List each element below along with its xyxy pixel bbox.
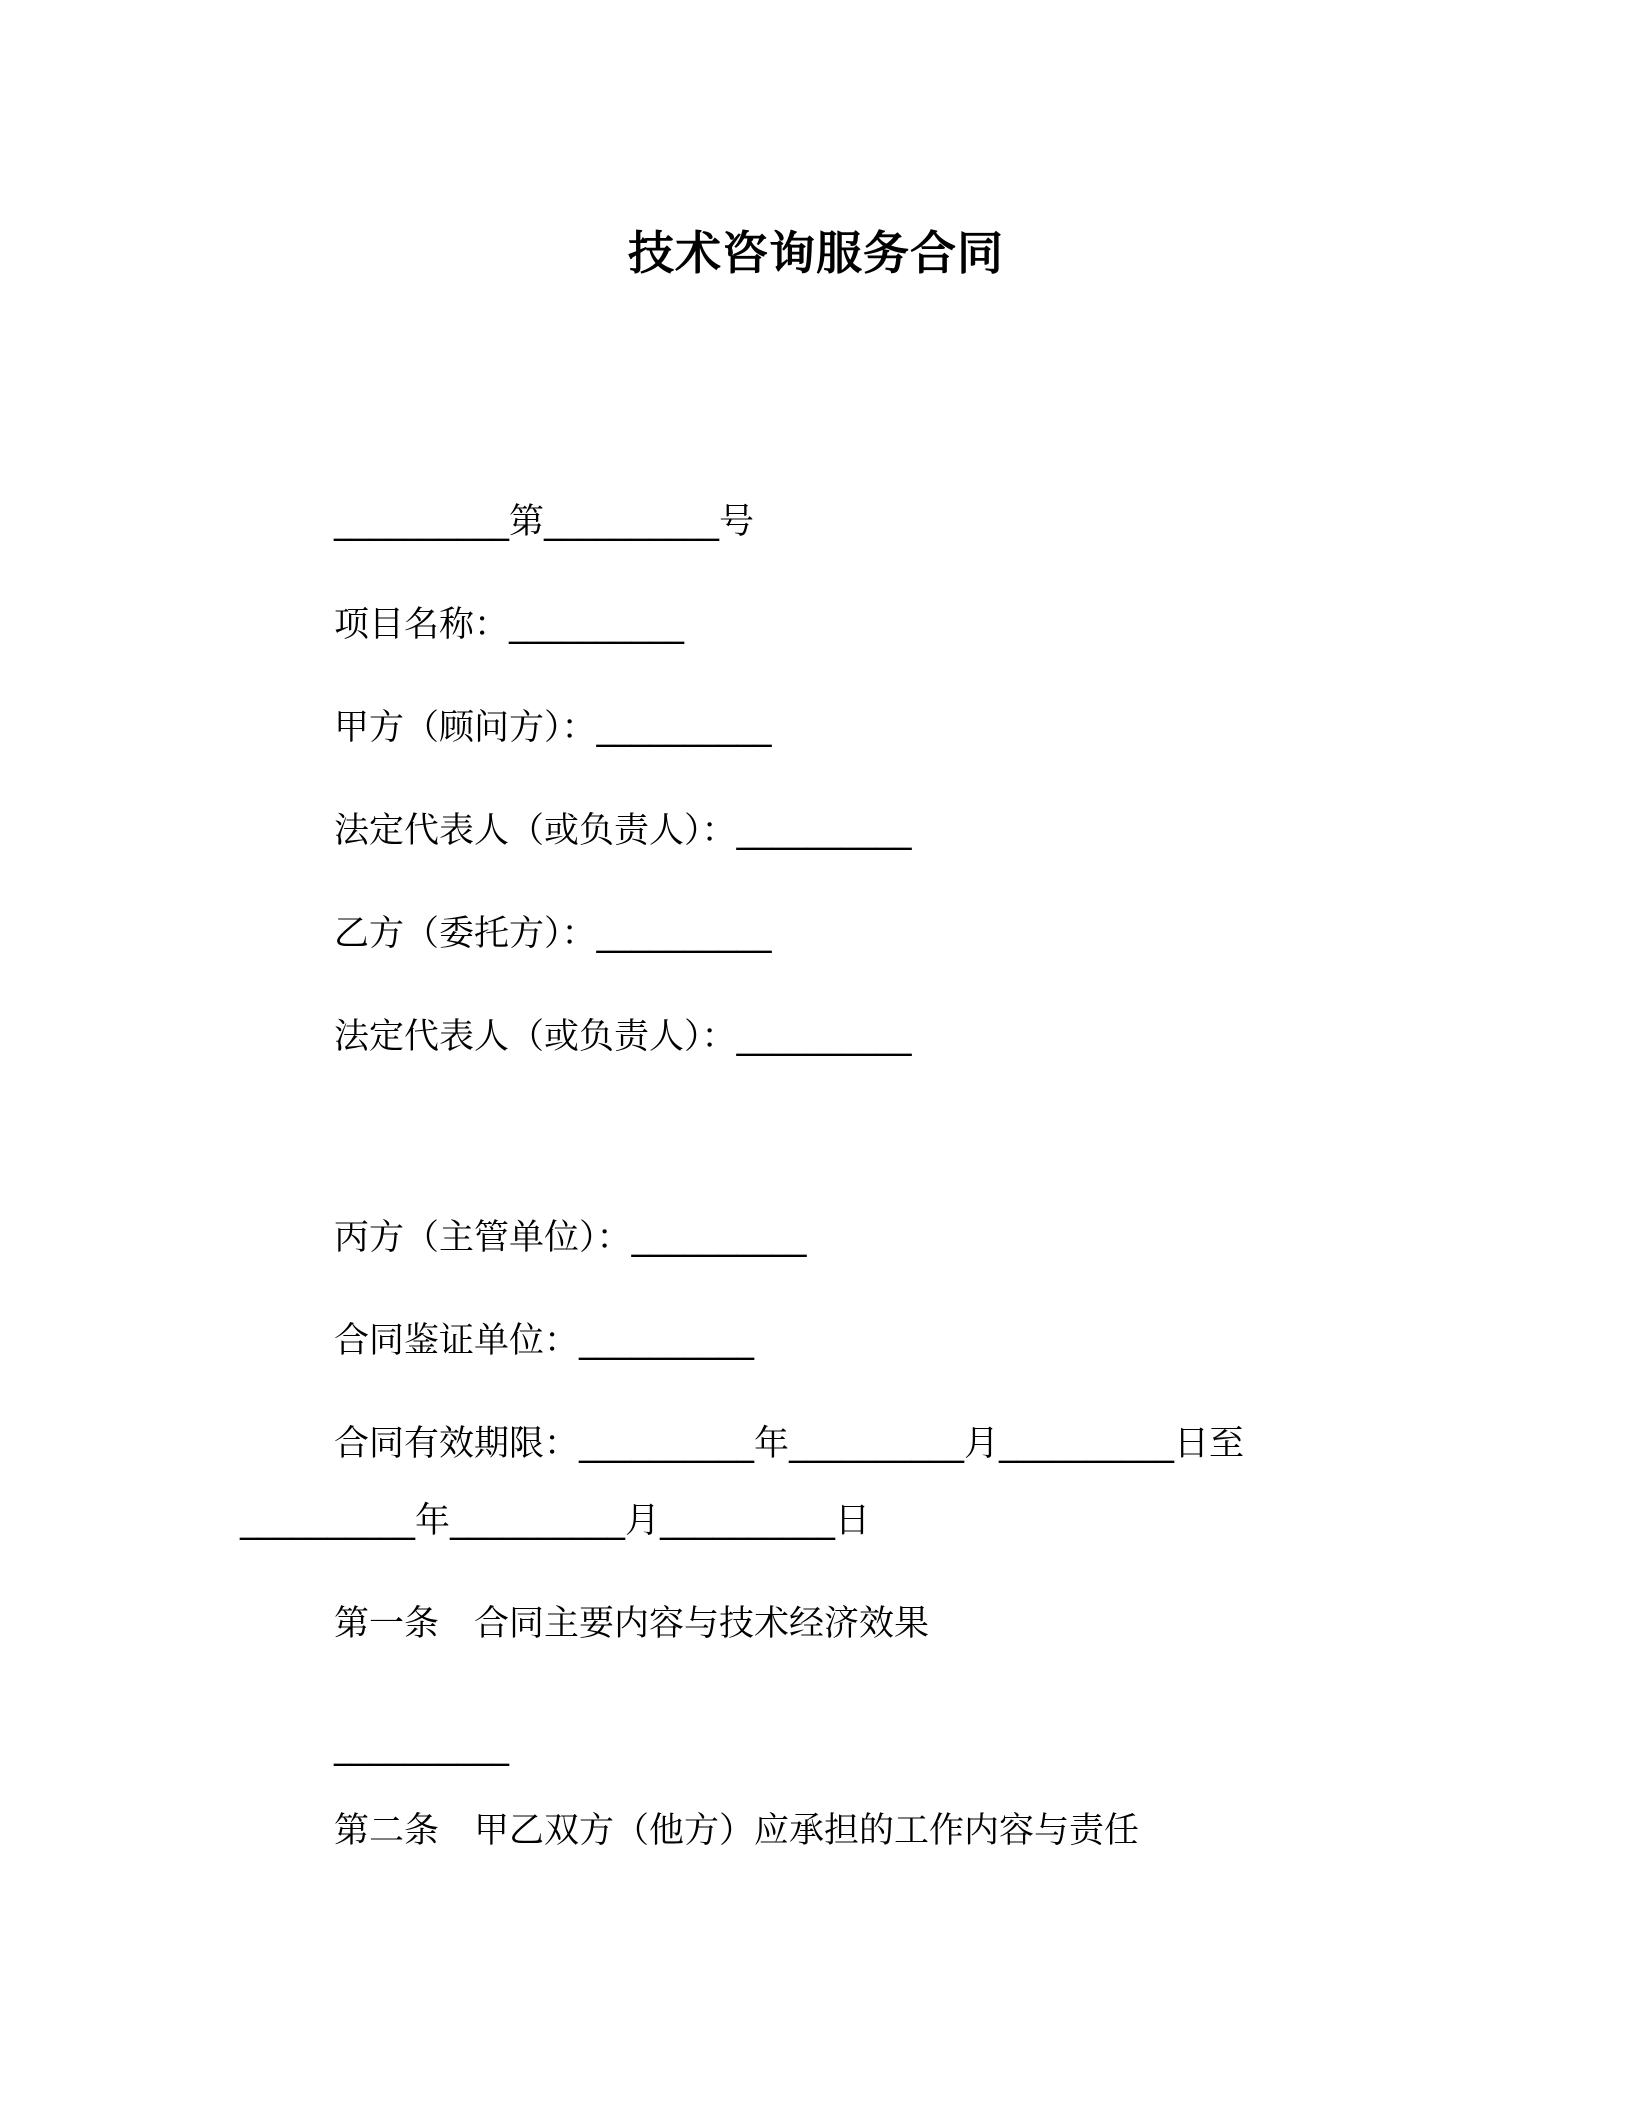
party-c-line: 丙方（主管单位）：__________: [334, 1218, 807, 1258]
verification-unit-line: 合同鉴证单位：__________: [334, 1321, 755, 1361]
party-b-line: 乙方（委托方）：__________: [334, 914, 772, 954]
party-a-line: 甲方（顾问方）：__________: [334, 708, 772, 748]
party-a-representative-line: 法定代表人（或负责人）：__________: [334, 811, 912, 851]
validity-period-line-1: 合同有效期限：__________年__________月__________日至: [334, 1424, 1245, 1464]
article-2-heading: 第二条 甲乙双方（他方）应承担的工作内容与责任: [334, 1811, 1140, 1851]
article-1-heading: 第一条 合同主要内容与技术经济效果: [334, 1604, 930, 1644]
article-1-blank: __________: [334, 1727, 509, 1767]
validity-period-line-2: __________年__________月__________日: [240, 1501, 871, 1541]
document-title: 技术咨询服务合同: [628, 226, 1004, 280]
party-b-representative-line: 法定代表人（或负责人）：__________: [334, 1017, 912, 1057]
contract-number-line: __________第__________号: [334, 502, 755, 542]
project-name-line: 项目名称：__________: [334, 605, 685, 645]
